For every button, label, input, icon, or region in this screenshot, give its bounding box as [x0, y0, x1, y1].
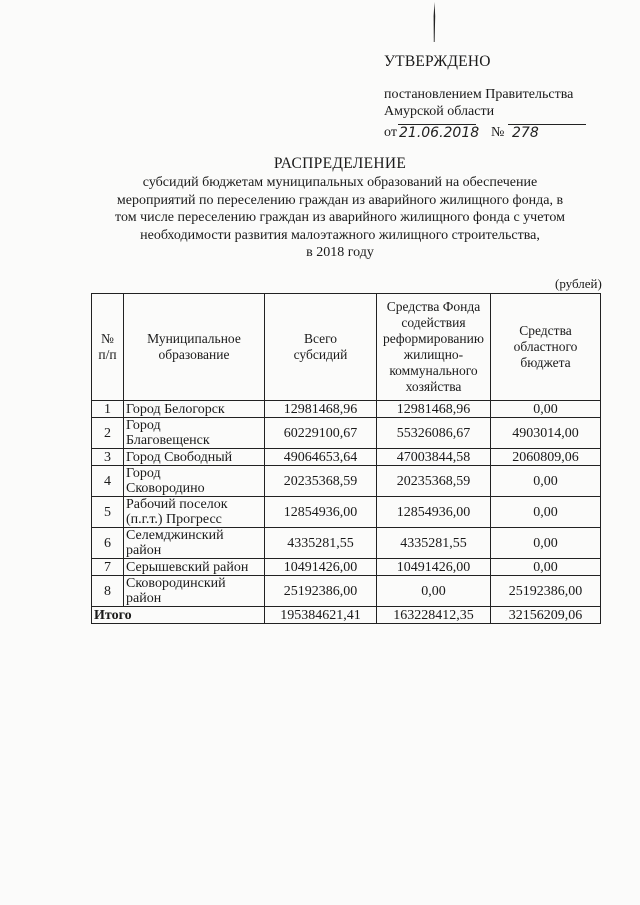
row-regional: 4903014,00: [491, 418, 601, 449]
row-number: 1: [92, 401, 124, 418]
row-municipality: Сковородинский район: [124, 576, 265, 607]
subtitle-line: в 2018 году: [306, 245, 374, 260]
handwritten-date: 21.06.2018: [399, 125, 480, 141]
row-fund: 4335281,55: [377, 528, 491, 559]
header-num: № п/п: [92, 294, 124, 401]
row-fund: 47003844,58: [377, 449, 491, 466]
number-prefix: №: [491, 125, 505, 140]
row-number: 5: [92, 497, 124, 528]
row-total: 12981468,96: [265, 401, 377, 418]
row-fund: 12981468,96: [377, 401, 491, 418]
row-regional: 0,00: [491, 497, 601, 528]
row-fund: 55326086,67: [377, 418, 491, 449]
date-underline: [398, 124, 476, 125]
row-total: 49064653,64: [265, 449, 377, 466]
row-municipality: Город Благовещенск: [124, 418, 265, 449]
row-regional: 0,00: [491, 401, 601, 418]
table-row: [92, 449, 601, 466]
row-total: 4335281,55: [265, 528, 377, 559]
row-total: 60229100,67: [265, 418, 377, 449]
header-fund: Средства Фонда содействия реформированию жилищно- коммунального хозяйства: [377, 294, 491, 401]
handwritten-number: 278: [512, 125, 539, 141]
row-fund: 20235368,59: [377, 466, 491, 497]
row-total: 20235368,59: [265, 466, 377, 497]
approval-title: УТВЕРЖДЕНО: [384, 53, 491, 70]
row-regional: 25192386,00: [491, 576, 601, 607]
number-underline: [508, 124, 586, 125]
row-municipality: Серышевский район: [124, 559, 265, 576]
row-municipality: Город Белогорск: [124, 401, 265, 418]
subtitle-line: субсидий бюджетам муниципальных образований на обеспечение: [142, 175, 538, 190]
row-regional: 0,00: [491, 528, 601, 559]
total-sum: 195384621,41: [265, 607, 377, 624]
header-total: Всего субсидий: [265, 294, 377, 401]
date-prefix: от: [384, 125, 397, 140]
table-row: [92, 466, 601, 497]
subtitle-line: необходимости развития малоэтажного жилищного строительства,: [140, 227, 540, 243]
table-row: [92, 576, 601, 607]
total-regional: 32156209,06: [491, 607, 601, 624]
approval-date-line: [384, 124, 624, 144]
table-row: [92, 559, 601, 576]
approval-region: Амурской области: [384, 104, 495, 119]
row-total: 12854936,00: [265, 497, 377, 528]
header-regional: Средства областного бюджета: [491, 294, 601, 401]
units-label: (рублей): [555, 276, 602, 291]
document-title: РАСПРЕДЕЛЕНИЕ: [273, 155, 407, 172]
row-number: 4: [92, 466, 124, 497]
row-total: 25192386,00: [265, 576, 377, 607]
row-fund: 10491426,00: [377, 559, 491, 576]
row-regional: 0,00: [491, 466, 601, 497]
approval-issuer: постановлением Правительства: [384, 87, 574, 102]
row-municipality: Город Сковородино: [124, 466, 265, 497]
total-fund: 163228412,35: [377, 607, 491, 624]
table-row: [92, 528, 601, 559]
subtitle-line: том числе переселению граждан из аварийного жилищного фонда с учетом: [115, 210, 565, 225]
row-municipality: Рабочий поселок (п.г.т.) Прогресс: [124, 497, 265, 528]
binding-mark: [432, 2, 437, 42]
table-row: [92, 418, 601, 449]
approval-stamp: [384, 52, 624, 144]
row-regional: 0,00: [491, 559, 601, 576]
row-regional: 2060809,06: [491, 449, 601, 466]
subtitle-line: мероприятий по переселению граждан из аварийного жилищного фонда, в: [116, 192, 564, 208]
row-number: 6: [92, 528, 124, 559]
table-row: [92, 401, 601, 418]
total-label: Итого: [92, 607, 265, 624]
table-row: [92, 497, 601, 528]
row-number: 3: [92, 449, 124, 466]
header-municipality: Муниципальное образование: [124, 294, 265, 401]
row-municipality: Город Свободный: [124, 449, 265, 466]
row-total: 10491426,00: [265, 559, 377, 576]
distribution-table: [91, 293, 601, 624]
row-number: 8: [92, 576, 124, 607]
table-total-row: [92, 607, 601, 624]
row-number: 2: [92, 418, 124, 449]
row-municipality: Селемджинский район: [124, 528, 265, 559]
document-subtitle: [80, 174, 600, 262]
row-fund: 12854936,00: [377, 497, 491, 528]
row-number: 7: [92, 559, 124, 576]
row-fund: 0,00: [377, 576, 491, 607]
table-header-row: [92, 294, 601, 401]
